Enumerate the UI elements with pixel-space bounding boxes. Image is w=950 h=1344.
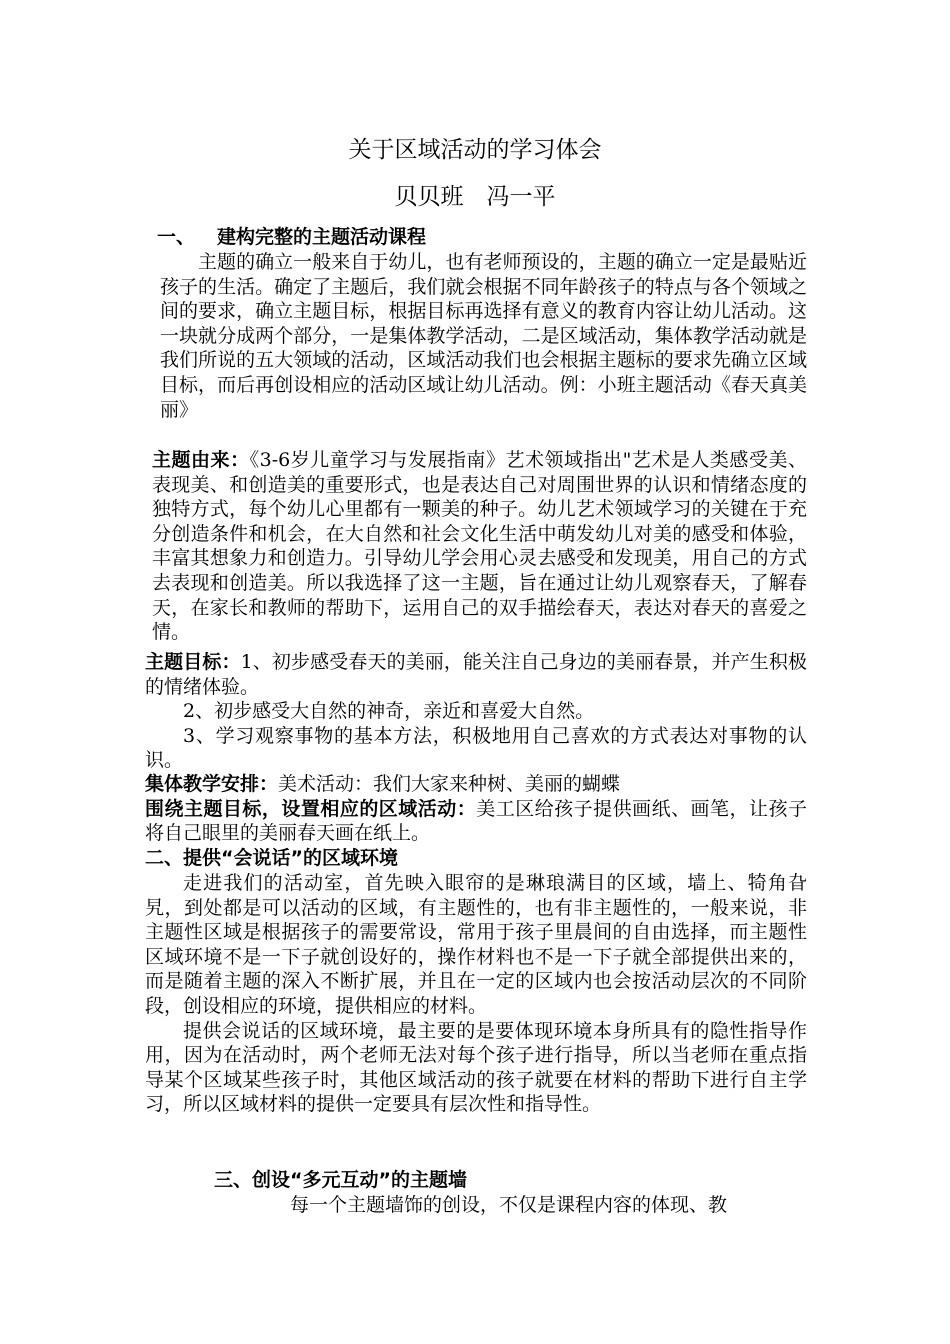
theme-goal-3: 3、学习观察事物的基本方法，积极地用自己喜欢的方式表达对事物的认识。 xyxy=(145,724,807,772)
section2-paragraph-1: 走进我们的活动室，首先映入眼帘的是琳琅满目的区域，墙上、犄角旮旯，到处都是可以活动的区域，有主题性的，也有非主题性的，一般来说，非主题性区域是根据孩子的需要常设，常用于孩子里晨间的自由选择，而主题性区域环境不是一下子就创设好的，操作材料也不是一下子就全部提供出来的，而是随着主题的深入不断扩展，并且在一定的区域内也会按活动层次的不同阶段，创设相应的环境，提供相应的材料。 xyxy=(145,872,807,1017)
theme-goal-1 xyxy=(145,650,807,699)
section3-heading: 三、创设“多元互动”的主题墙 xyxy=(214,1169,467,1191)
area-setup-text: 美工区给孩子提供画纸、画笔，让孩子将自己眼里的美丽春天画在纸上。 xyxy=(145,797,807,845)
section2-paragraph-2: 提供会说话的区域环境，最主要的是要体现环境本身所具有的隐性指导作用，因为在活动时，两个老师无法对每个孩子进行指导，所以当老师在重点指导某个区域某些孩子时，其他区域活动的孩子就要在材料的帮助下进行自主学习，所以区域材料的提供一定要具有层次性和指导性。 xyxy=(145,1019,807,1116)
document-author: 贝贝班 冯一平 xyxy=(394,184,556,210)
section1-heading xyxy=(157,225,426,250)
section2-heading: 二、提供“会说话”的区域环境 xyxy=(145,847,398,869)
section3-paragraph: 每一个主题墙饰的创设，不仅是课程内容的体现、教 xyxy=(290,1194,728,1216)
theme-goal-2: 2、初步感受大自然的神奇，亲近和喜爱大自然。 xyxy=(183,700,595,723)
theme-origin-text: 《3-6岁儿童学习与发展指南》艺术领域指出"艺术是人类感受美、表现美、和创造美的重要形式，也是表达自己对周围世界的认识和情绪态度的独特方式，每个幼儿心里都有一颗美的种子。幼儿艺术领域学习的关键在于充分创造条件和机会，在大自然和社会文化生活中萌发幼儿对美的感受和体验，丰富其想象力和创造力。引导幼儿学会用心灵去感受和发现美，用自己的方式去表现和创造美。所以我选择了这一主题，旨在通过让幼儿观察春天，了解春天，在家长和教师的帮助下，运用自己的双手描绘春天，表达对春天的喜爱之情。 xyxy=(152,449,807,644)
theme-origin-label: 主题由来： xyxy=(152,449,250,471)
theme-origin-paragraph xyxy=(152,448,807,645)
collective-teaching xyxy=(145,772,807,846)
area-setup-paragraph xyxy=(145,797,807,846)
theme-origin xyxy=(152,448,807,645)
section3-body xyxy=(145,1193,807,1218)
collective-paragraph xyxy=(145,772,807,797)
collective-text: 美术活动：我们大家来种树、美丽的蝴蝶 xyxy=(278,773,621,795)
theme-goal-1-text: 1、初步感受春天的美丽，能关注自己身边的美丽春景，并产生积极的情绪体验。 xyxy=(145,651,807,698)
section1-number: 一、 xyxy=(157,226,196,248)
section1-heading-text: 建构完整的主题活动课程 xyxy=(217,226,427,248)
theme-goals xyxy=(145,650,807,773)
theme-goals-label: 主题目标： xyxy=(145,651,241,673)
section1-paragraph: 主题的确立一般来自于幼儿，也有老师预设的，主题的确立一定是最贴近孩子的生活。确定了主题后，我们就会根据不同年龄孩子的特点与各个领域之间的要求，确立主题目标，根据目标再选择有意义的教育内容让幼儿活动。这一块就分成两个部分，一是集体教学活动，二是区域活动，集体教学活动就是我们所说的五大领域的活动，区域活动我们也会根据主题标的要求先确立区域目标，而后再创设相应的活动区域让幼儿活动。例：小班主题活动《春天真美丽》 xyxy=(160,251,807,421)
collective-label: 集体教学安排： xyxy=(145,773,279,795)
document-title: 关于区域活动的学习体会 xyxy=(348,137,602,163)
section2-body xyxy=(145,871,807,1117)
area-setup-label: 围绕主题目标，设置相应的区域活动： xyxy=(145,797,477,820)
section1-body xyxy=(160,250,807,422)
